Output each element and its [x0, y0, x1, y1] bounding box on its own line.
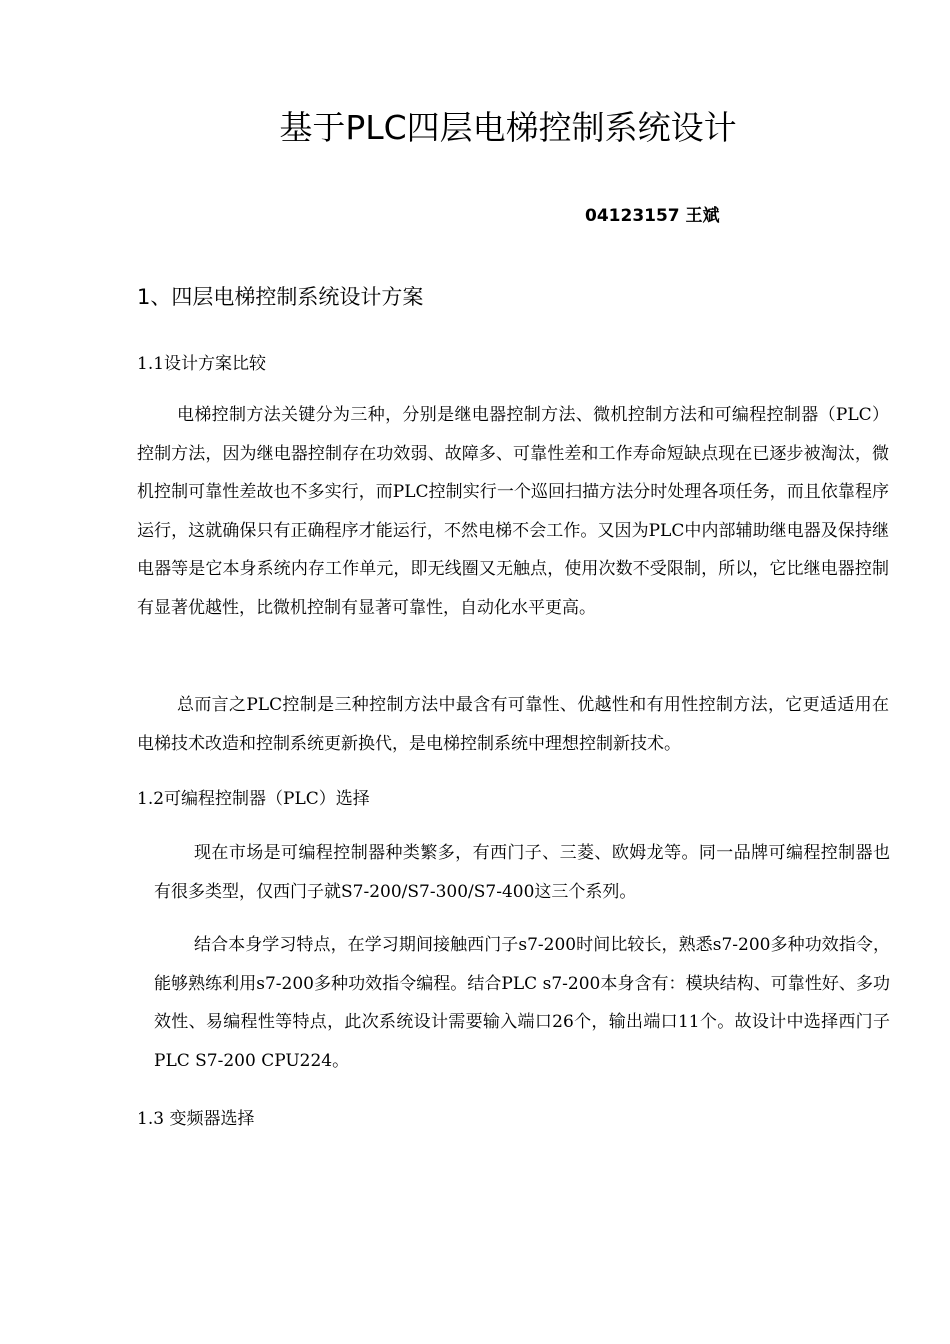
section-1-1-heading: 1.1设计方案比较 — [137, 354, 267, 374]
author-line: 04123157 王斌 — [585, 206, 720, 226]
section-1-1-paragraph-1: 电梯控制方法关键分为三种，分别是继电器控制方法、微机控制方法和可编程控制器（PLC）控制方法，因为继电器控制存在功效弱、故障多、可靠性差和工作寿命短缺点现在已逐步被淘汰，微机控制可靠性差故也不多实行，而PLC控制实行一个巡回扫描方法分时处理各项任务，而且依靠程序运行，这就确保只有正确程序才能运行，不然电梯不会工作。又因为PLC中内部辅助继电器及保持继电器等是它本身系统内存工作单元，即无线圈又无触点，使用次数不受限制，所以，它比继电器控制有显著优越性，比微机控制有显著可靠性，自动化水平更高。 — [137, 405, 889, 618]
section-1-3-heading: 1.3 变频器选择 — [137, 1109, 255, 1129]
section-1-2-paragraph-1: 现在市场是可编程控制器种类繁多，有西门子、三菱、欧姆龙等。同一品牌可编程控制器也有很多类型，仅西门子就S7-200/S7-300/S7-400这三个系列。 — [154, 843, 890, 902]
document-title: 基于PLC四层电梯控制系统设计 — [279, 108, 737, 147]
section-1-2-heading: 1.2可编程控制器（PLC）选择 — [137, 789, 370, 809]
section-1-2-paragraph-2: 结合本身学习特点，在学习期间接触西门子s7-200时间比较长，熟悉s7-200多种功效指令，能够熟练利用s7-200多种功效指令编程。结合PLC s7-200本身含有：模块结构、可靠性好、多功效性、易编程性等特点，此次系统设计需要输入端口26个，输出端口11个。故设计中选择西门子PLC S7-200 CPU224。 — [154, 935, 890, 1071]
section-1-1-paragraph-2: 总而言之PLC控制是三种控制方法中最含有可靠性、优越性和有用性控制方法，它更适适用在电梯技术改造和控制系统更新换代，是电梯控制系统中理想控制新技术。 — [137, 695, 889, 754]
section-1-heading: 1、四层电梯控制系统设计方案 — [137, 285, 424, 309]
